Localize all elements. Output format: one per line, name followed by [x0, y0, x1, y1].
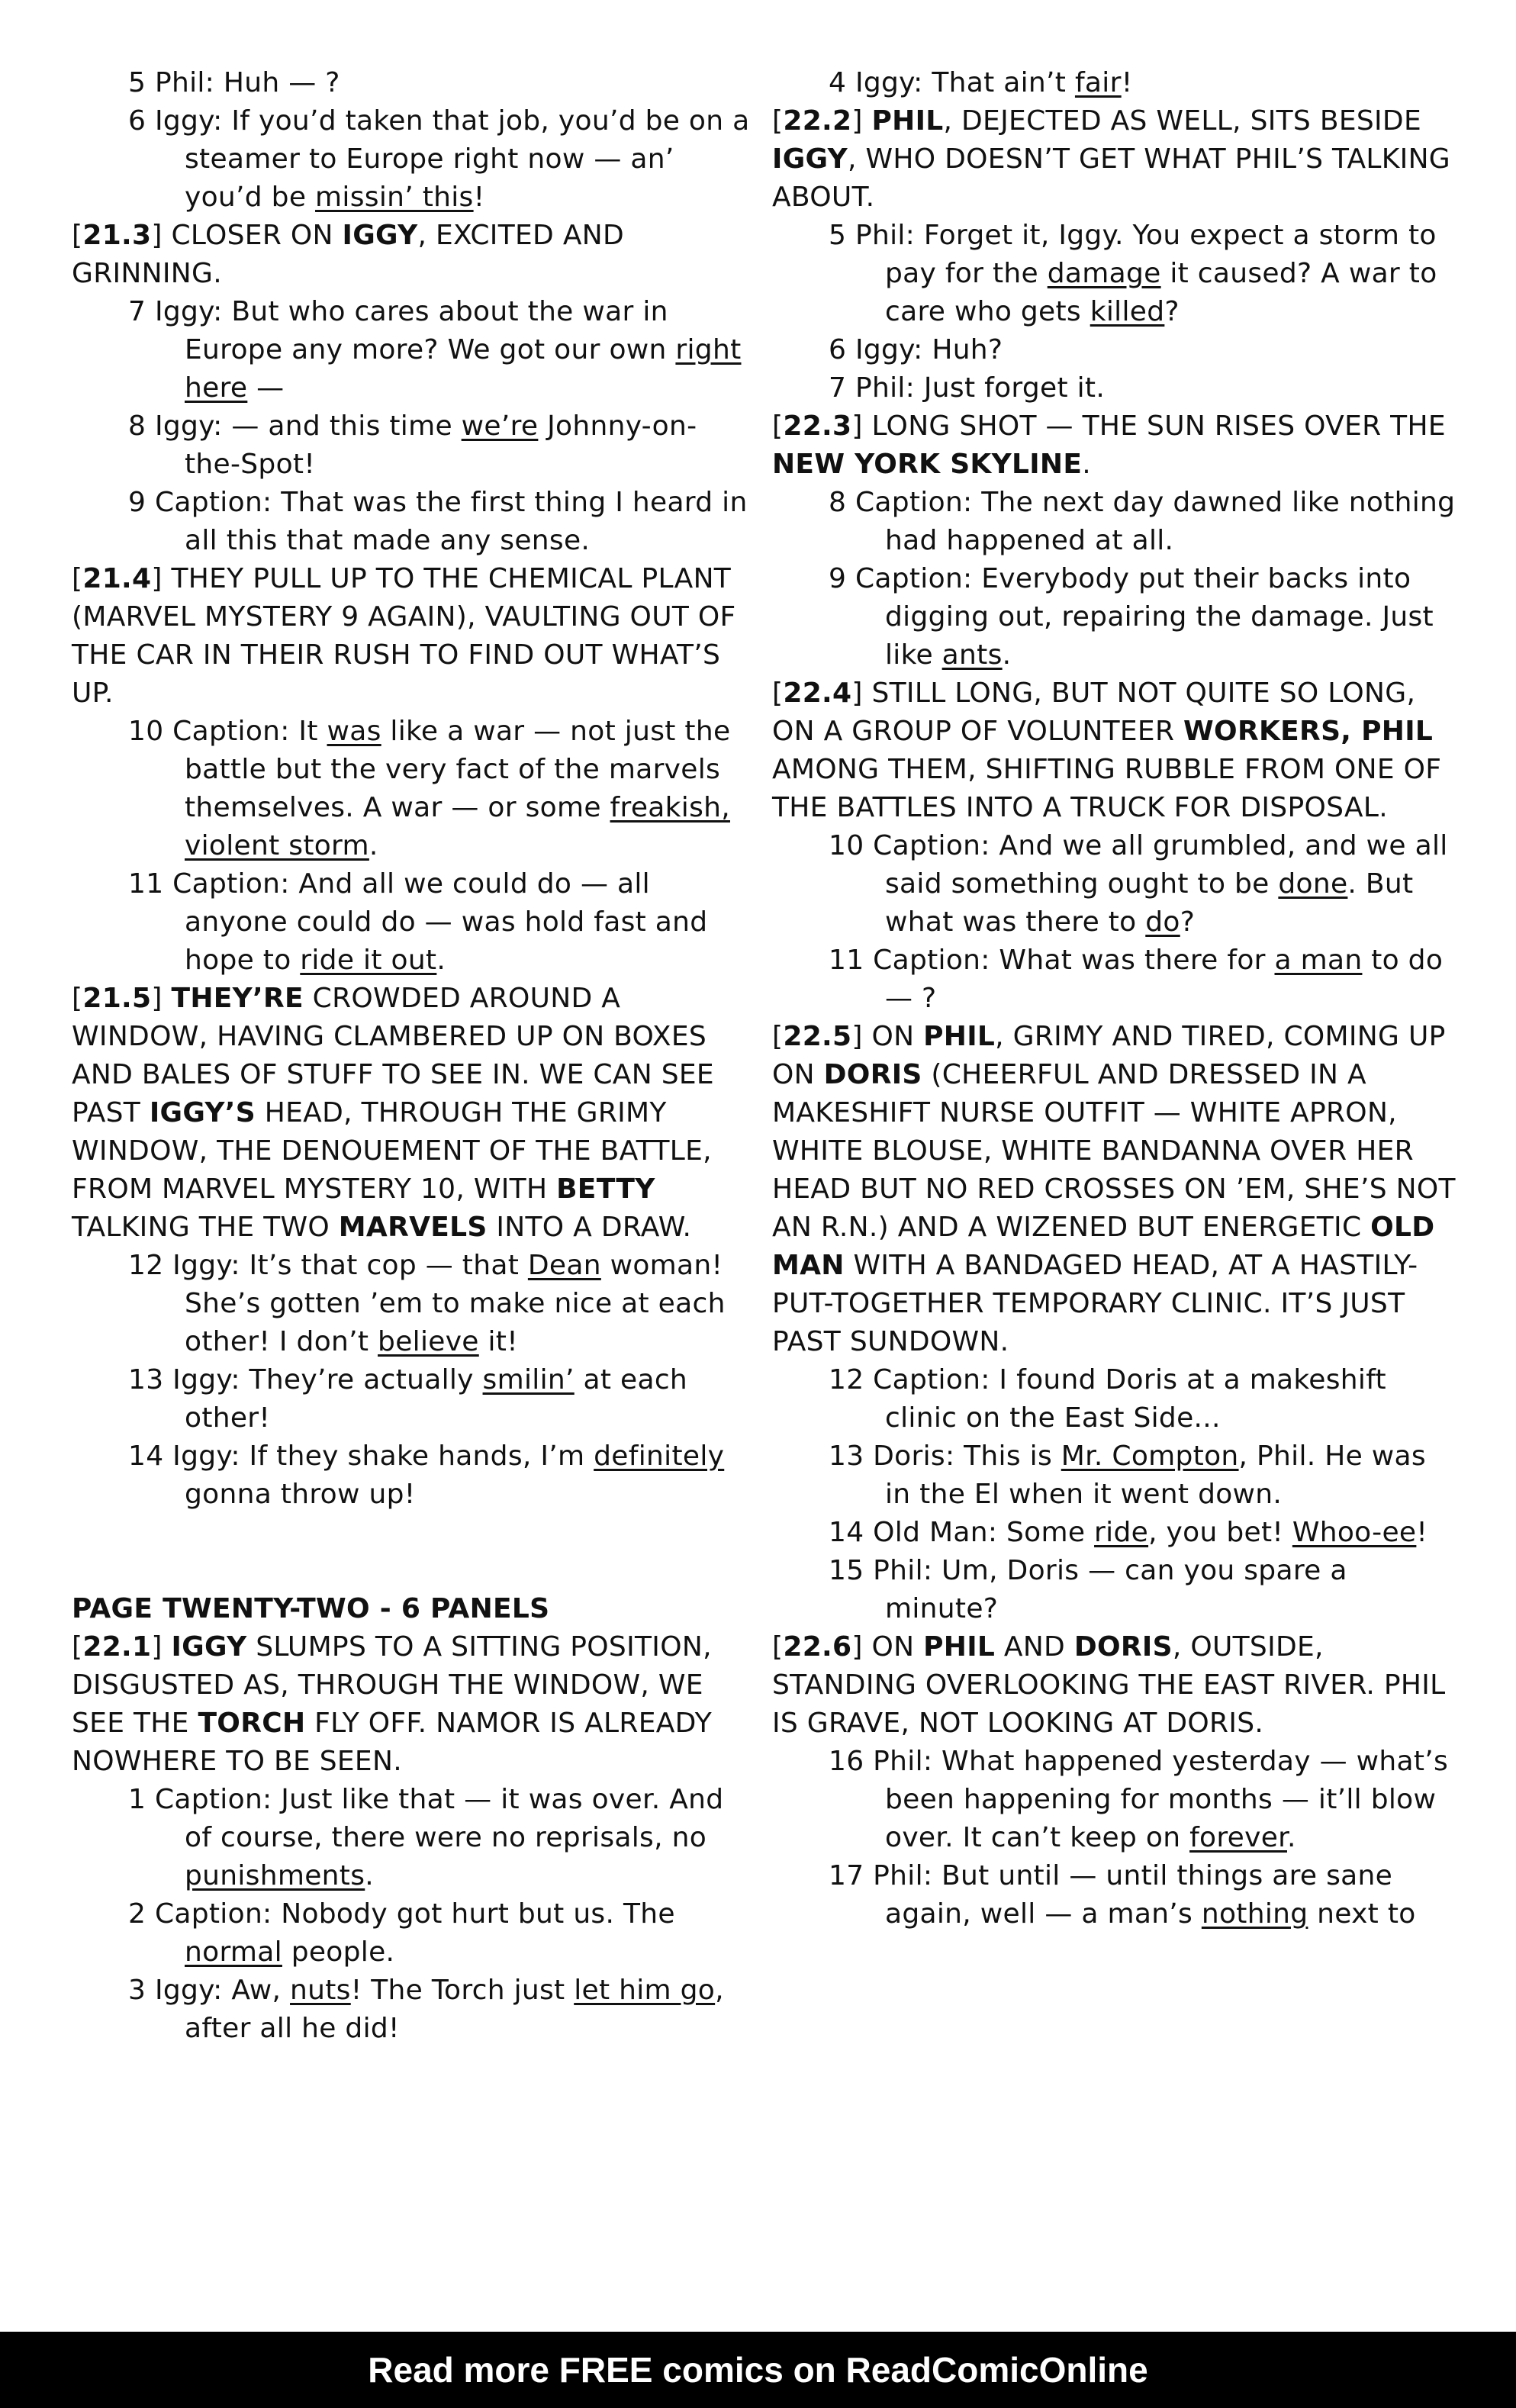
bold-text: PHIL	[923, 1021, 996, 1052]
underlined-text: punishments	[185, 1860, 365, 1891]
underlined-text: we’re	[461, 410, 539, 442]
text-run: !	[1416, 1517, 1428, 1548]
text-run: TALKING THE TWO	[72, 1212, 339, 1243]
text-run: [	[772, 1021, 784, 1052]
text-run: woman! She’s gotten ’em to make nice at each other! I don’t	[185, 1250, 726, 1357]
text-run: PAGE TWENTY-TWO - 6 PANELS	[72, 1593, 550, 1624]
text-run: 9 Caption: That was the first thing I heard in all this that made any sense.	[128, 487, 748, 556]
text-run: 14 Iggy: If they shake hands, I’m	[128, 1441, 594, 1472]
text-run: 15 Phil: Um, Doris — can you spare a minute?	[829, 1555, 1347, 1624]
underlined-text: Mr. Compton	[1061, 1441, 1239, 1472]
text-run: ]	[151, 983, 172, 1014]
bold-text: 22.5	[783, 1021, 852, 1052]
dialogue-line	[772, 217, 1459, 331]
text-run: it!	[478, 1326, 518, 1357]
dialogue-line	[772, 1857, 1459, 1933]
panel-description	[772, 674, 1459, 827]
underlined-text: nuts	[290, 1975, 351, 2006]
text-run: Johnny-on-the-Spot!	[185, 410, 697, 480]
text-run: [	[72, 1631, 83, 1663]
panel-description	[772, 407, 1459, 484]
text-run: !	[1121, 67, 1133, 98]
text-run: , you bet!	[1148, 1517, 1292, 1548]
text-run: . But what was there to	[885, 868, 1414, 938]
text-run: INTO A DRAW.	[487, 1212, 692, 1243]
bold-text: PHIL	[871, 105, 944, 137]
dialogue-line	[772, 1514, 1459, 1552]
text-run: 17 Phil: But until — until things are sane again, well — a man’s	[829, 1860, 1393, 1930]
text-run: —	[247, 372, 285, 404]
underlined-text: ants	[941, 639, 1003, 671]
text-run: [	[772, 678, 784, 709]
bold-text: BETTY	[556, 1173, 655, 1205]
text-run: ] CLOSER ON	[151, 220, 343, 251]
dialogue-line	[772, 827, 1459, 942]
text-run: at each other!	[185, 1364, 688, 1434]
text-run: ] STILL LONG, BUT NOT QUITE SO LONG, ON A GROUP OF VOLUNTEER	[772, 678, 1416, 747]
text-run: 1 Caption: Just like that — it was over. And of course, there were no reprisals, no	[128, 1784, 724, 1853]
bold-text: DORIS	[1073, 1631, 1173, 1663]
panel-description	[72, 980, 751, 1247]
underlined-text: normal	[185, 1936, 282, 1968]
text-run: ] LONG SHOT — THE SUN RISES OVER THE	[851, 410, 1446, 442]
footer-text: Read more FREE comics on ReadComicOnline	[368, 2350, 1148, 2390]
text-run: [	[72, 563, 83, 594]
text-run: [	[772, 410, 784, 442]
text-run: 13 Iggy: They’re actually	[128, 1364, 483, 1396]
panel-description	[772, 1018, 1459, 1361]
dialogue-line	[772, 1552, 1459, 1628]
text-run: SLUMPS TO A SITTING POSITION, DISGUSTED AS, THROUGH THE WINDOW, WE SEE THE	[72, 1631, 712, 1739]
text-run: 5 Phil: Huh — ?	[128, 67, 340, 98]
bold-text: IGGY	[342, 220, 418, 251]
text-run: 8 Iggy: — and this time	[128, 410, 462, 442]
panel-description	[772, 102, 1459, 217]
bold-text: 22.1	[82, 1631, 152, 1663]
text-run: , EXCITED AND GRINNING.	[72, 220, 624, 289]
dialogue-line	[72, 865, 751, 980]
underlined-text: Whoo-ee	[1292, 1517, 1417, 1548]
dialogue-line	[772, 369, 1459, 407]
dialogue-line	[772, 64, 1459, 102]
bold-text: 22.2	[783, 105, 852, 137]
text-run: ]	[851, 105, 872, 137]
text-run: .	[369, 830, 378, 861]
text-run: next to	[1308, 1898, 1416, 1930]
underlined-text: smilin’	[482, 1364, 575, 1396]
underlined-text: ride it out	[300, 945, 437, 976]
dialogue-line	[772, 1361, 1459, 1437]
text-run: , Phil. He was in the El when it went down.	[885, 1441, 1426, 1510]
text-run: 12 Iggy: It’s that cop — that	[128, 1250, 528, 1281]
text-run: .	[365, 1860, 375, 1891]
text-run: .	[1286, 1822, 1296, 1853]
text-run: 10 Caption: It	[128, 716, 327, 747]
text-run: FLY OFF. NAMOR IS ALREADY NOWHERE TO BE SEEN.	[72, 1708, 713, 1777]
bold-text: 21.4	[82, 563, 152, 594]
text-run: 3 Iggy: Aw,	[128, 1975, 291, 2006]
underlined-text: believe	[378, 1326, 479, 1357]
text-run: 5 Phil: Forget it, Iggy. You expect a storm to pay for the	[829, 220, 1437, 289]
bold-text: PHIL	[923, 1631, 996, 1663]
dialogue-line	[72, 713, 751, 865]
panel-description	[772, 1628, 1459, 1743]
text-run: ]	[151, 1631, 172, 1663]
text-run: [	[772, 1631, 784, 1663]
underlined-text: do	[1145, 906, 1180, 938]
text-run: ] ON	[851, 1021, 924, 1052]
underlined-text: nothing	[1201, 1898, 1308, 1930]
underlined-text: ride	[1094, 1517, 1149, 1548]
text-run: like a war — not just the battle but the very fact of the marvels themselves. A war — or some	[185, 716, 731, 823]
underlined-text: Dean	[527, 1250, 601, 1281]
bold-text: 22.6	[783, 1631, 852, 1663]
text-run: HEAD, THROUGH THE GRIMY WINDOW, THE DENOUEMENT OF THE BATTLE, FROM MARVEL MYSTERY 10, WITH	[72, 1097, 712, 1205]
panel-description	[72, 217, 751, 293]
text-run: 9 Caption: Everybody put their backs into digging out, repairing the damage. Just like	[829, 563, 1434, 671]
panel-description	[72, 1628, 751, 1781]
underlined-text: let him go	[574, 1975, 716, 2006]
dialogue-line	[772, 942, 1459, 1018]
bold-text: 21.5	[82, 983, 152, 1014]
bold-text: WORKERS, PHIL	[1183, 716, 1434, 747]
text-run: 11 Caption: And all we could do — all anyone could do — was hold fast and hope to	[128, 868, 708, 976]
bold-text: THEY’RE	[171, 983, 304, 1014]
dialogue-line	[72, 484, 751, 560]
page-heading	[72, 1590, 751, 1628]
text-run: ?	[1164, 296, 1180, 327]
dialogue-line	[772, 331, 1459, 369]
text-run: CROWDED AROUND A WINDOW, HAVING CLAMBERED UP ON BOXES AND BALES OF STUFF TO SEE IN. WE CAN SEE PAST	[72, 983, 714, 1128]
bold-text: 22.3	[783, 410, 852, 442]
dialogue-line	[72, 1895, 751, 1972]
text-run: ] ON	[851, 1631, 924, 1663]
underlined-text: missin’ this	[315, 182, 474, 213]
text-run: , after all he did!	[185, 1975, 724, 2044]
bold-text: IGGY	[171, 1631, 247, 1663]
text-run: .	[1082, 449, 1091, 480]
text-run: .	[1002, 639, 1012, 671]
text-run: [	[72, 220, 83, 251]
underlined-text: definitely	[594, 1441, 725, 1472]
bold-text: OLD MAN	[772, 1212, 1435, 1281]
underlined-text: freakish, violent storm	[185, 792, 730, 861]
text-run: 13 Doris: This is	[829, 1441, 1061, 1472]
text-run: ! The Torch just	[350, 1975, 575, 2006]
underlined-text: right here	[185, 334, 742, 404]
text-run: 6 Iggy: If you’d taken that job, you’d be on a steamer to Europe right now — an’ you’d be	[128, 105, 750, 213]
bold-text: DORIS	[823, 1059, 922, 1090]
text-run: AND	[995, 1631, 1074, 1663]
text-run: people.	[282, 1936, 395, 1968]
footer-banner[interactable]	[0, 2332, 1516, 2408]
text-run: 10 Caption: And we all grumbled, and we all said something ought to be	[829, 830, 1448, 900]
text-run: 6 Iggy: Huh?	[829, 334, 1003, 365]
text-run: !	[473, 182, 485, 213]
dialogue-line	[772, 560, 1459, 674]
bold-text: NEW YORK SKYLINE	[772, 449, 1083, 480]
text-run: [	[772, 105, 784, 137]
text-run: ] THEY PULL UP TO THE CHEMICAL PLANT (MARVEL MYSTERY 9 AGAIN), VAULTING OUT OF THE CAR IN THEIR RUSH TO FIND OUT WHAT’S UP.	[72, 563, 736, 709]
dialogue-line	[72, 102, 751, 217]
underlined-text: a man	[1274, 945, 1363, 976]
dialogue-line	[72, 407, 751, 484]
underlined-text: forever	[1189, 1822, 1287, 1853]
text-run: 7 Phil: Just forget it.	[829, 372, 1106, 404]
text-run: (CHEERFUL AND DRESSED IN A MAKESHIFT NURSE OUTFIT — WHITE APRON, WHITE BLOUSE, WHITE BANDANNA OVER HER HEAD BUT NO RED CROSSES ON ’EM, SHE’S NOT AN R.N.) AND A WIZENED BUT ENERGETIC	[772, 1059, 1456, 1243]
dialogue-line	[72, 1781, 751, 1895]
bold-text: 22.4	[783, 678, 852, 709]
bold-text: IGGY	[772, 143, 848, 175]
dialogue-line	[772, 1743, 1459, 1857]
text-run: , OUTSIDE, STANDING OVERLOOKING THE EAST RIVER. PHIL IS GRAVE, NOT LOOKING AT DORIS.	[772, 1631, 1446, 1739]
text-run: 2 Caption: Nobody got hurt but us. The	[128, 1898, 675, 1930]
text-run: to do — ?	[885, 945, 1444, 1014]
bold-text: IGGY’S	[149, 1097, 256, 1128]
dialogue-line	[772, 484, 1459, 560]
bold-text: TORCH	[198, 1708, 306, 1739]
text-run: 14 Old Man: Some	[829, 1517, 1095, 1548]
underlined-text: killed	[1090, 296, 1165, 327]
dialogue-line	[72, 1247, 751, 1361]
text-run: WITH A BANDAGED HEAD, AT A HASTILY-PUT-TOGETHER TEMPORARY CLINIC. IT’S JUST PAST SUNDOWN.	[772, 1250, 1418, 1357]
text-run: AMONG THEM, SHIFTING RUBBLE FROM ONE OF THE BATTLES INTO A TRUCK FOR DISPOSAL.	[772, 754, 1442, 823]
dialogue-line	[72, 1437, 751, 1514]
text-run: ?	[1180, 906, 1196, 938]
text-run: .	[436, 945, 446, 976]
text-run: 7 Iggy: But who cares about the war in Europe any more? We got our own	[128, 296, 676, 365]
dialogue-line	[72, 1972, 751, 2048]
text-run: 8 Caption: The next day dawned like nothing had happened at all.	[829, 487, 1456, 556]
left-column	[72, 64, 751, 2048]
dialogue-line	[72, 1361, 751, 1437]
text-run: it caused? A war to care who gets	[885, 258, 1437, 327]
dialogue-line	[72, 64, 751, 102]
text-run: [	[72, 983, 83, 1014]
dialogue-line	[72, 293, 751, 407]
text-run: gonna throw up!	[185, 1479, 416, 1510]
text-run: , WHO DOESN’T GET WHAT PHIL’S TALKING ABOUT.	[772, 143, 1451, 213]
text-run: 16 Phil: What happened yesterday — what’s been happening for months — it’ll blow over. It can’t keep on	[829, 1746, 1449, 1853]
text-run: , GRIMY AND TIRED, COMING UP ON	[772, 1021, 1446, 1090]
underlined-text: damage	[1047, 258, 1161, 289]
dialogue-line	[772, 1437, 1459, 1514]
text-run: 12 Caption: I found Doris at a makeshift clinic on the East Side...	[829, 1364, 1386, 1434]
text-run: 4 Iggy: That ain’t	[829, 67, 1075, 98]
underlined-text: fair	[1074, 67, 1122, 98]
bold-text: MARVELS	[338, 1212, 488, 1243]
right-column	[772, 64, 1459, 1933]
bold-text: 21.3	[82, 220, 152, 251]
text-run: 11 Caption: What was there for	[829, 945, 1275, 976]
text-run: , DEJECTED AS WELL, SITS BESIDE	[943, 105, 1421, 137]
panel-description	[72, 560, 751, 713]
underlined-text: done	[1278, 868, 1348, 900]
underlined-text: was	[327, 716, 381, 747]
